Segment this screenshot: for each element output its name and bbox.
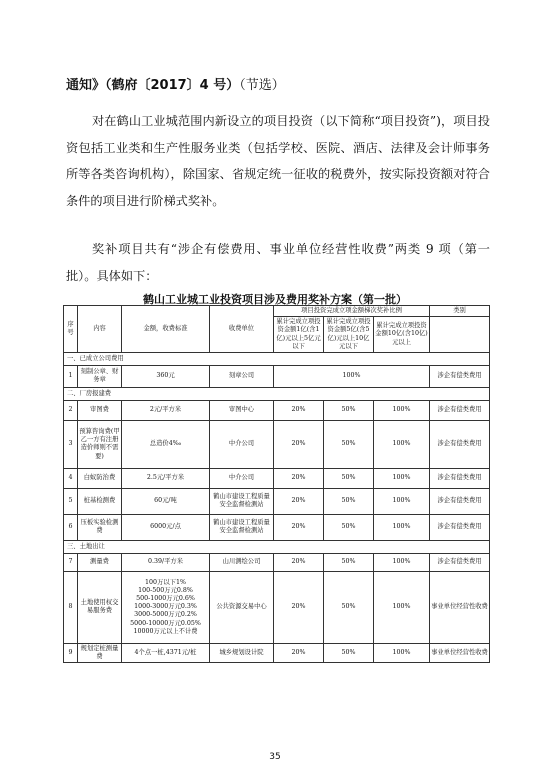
table-row: [64, 514, 490, 540]
section-heading: [66, 74, 285, 93]
section-row: [64, 540, 490, 553]
notice-title: 通知》（鹤府〔2017〕4 号）: [66, 78, 240, 93]
header-tier-1: 累计完成立项投资金额1亿(含1亿)元以上5亿元以下: [274, 317, 324, 353]
cell-amount: 100万以下1% 100-500万元0.8% 500-1000万元0.6% 1000-3000万元0.3% 3000-5000万元0.2% 5000-10000万元0.05% 10000万元以上不计费: [122, 571, 210, 643]
cell-tier-1: 20%: [274, 488, 324, 514]
table-row: [64, 643, 490, 662]
cell-tier-2: 50%: [324, 420, 374, 468]
cell-unit: 山川测绘公司: [210, 553, 274, 571]
header-tier-2: 累计完成立项投资金额5亿(含5亿)元以上10亿元以下: [324, 317, 374, 353]
cell-unit: 公共资源交易中心: [210, 571, 274, 643]
paragraph-intro: 对在鹤山工业城范围内新设立的项目投资（以下简称“项目投资”)，项目投资包括工业类和生产性服务业类（包括学校、医院、酒店、法律及会计师事务所等各类咨询机构），除国家、省规定统一征收的税费外，按实际投资额对符合条件的项目进行阶梯式奖补。: [66, 114, 490, 208]
cell-category: 涉企有偿类费用: [430, 400, 490, 420]
cell-tier-2: 50%: [324, 468, 374, 488]
header-category-blank: [430, 317, 490, 353]
header-ratio-group: 项目投资完成立项金额梯次奖补比例: [274, 306, 430, 317]
section-title: 二、厂房报建费: [64, 387, 490, 400]
cell-category: 事业单位经营性收费: [430, 571, 490, 643]
cell-amount: 4个点一桩,4371元/桩: [122, 643, 210, 662]
cell-tier-2: 50%: [324, 553, 374, 571]
cell-content: 桩基检测费: [78, 488, 122, 514]
cell-content: 白蚁防治费: [78, 468, 122, 488]
cell-tier-1: 20%: [274, 400, 324, 420]
cell-tier-1: 20%: [274, 514, 324, 540]
cell-tier-3: 100%: [374, 553, 430, 571]
cell-content: 土地使用权交易服务费: [78, 571, 122, 643]
cell-content: 压板实验检测费: [78, 514, 122, 540]
cell-tier-2: 50%: [324, 488, 374, 514]
cell-amount: 总造价4‰: [122, 420, 210, 468]
cell-unit: 鹤山市建设工程质量安全监督检测站: [210, 488, 274, 514]
cell-amount: 2元/平方米: [122, 400, 210, 420]
section-title: 一、已成立公司费用: [64, 352, 490, 365]
cell-tier-2: 50%: [324, 571, 374, 643]
cell-category: 涉企有偿类费用: [430, 514, 490, 540]
cell-tier-3: 100%: [374, 468, 430, 488]
cell-category: 事业单位经营性收费: [430, 643, 490, 662]
header-content: 内容: [78, 306, 122, 353]
cell-content: 规划定桩测量费: [78, 643, 122, 662]
cell-tier-2: 50%: [324, 643, 374, 662]
cell-category: 涉企有偿类费用: [430, 468, 490, 488]
cell-seq: 4: [64, 468, 78, 488]
header-category: 类别: [430, 306, 490, 317]
paragraph-items: 奖补项目共有“涉企有偿费用、事业单位经营性收费”两类 9 项（第一批）。具体如下：: [66, 242, 490, 283]
cell-unit: 鹤山市建设工程质量安全监督检测站: [210, 514, 274, 540]
page-number: 35: [269, 752, 281, 762]
subsidy-table: [63, 305, 490, 663]
table-row: [64, 400, 490, 420]
header-amount: 金额，收费标准: [122, 306, 210, 353]
table-body: [64, 352, 490, 662]
cell-seq: 7: [64, 553, 78, 571]
cell-amount: 360元: [122, 365, 210, 387]
cell-tier-1: 20%: [274, 468, 324, 488]
cell-content: 刻制公章、财务章: [78, 365, 122, 387]
cell-tier-2: 50%: [324, 514, 374, 540]
cell-seq: 8: [64, 571, 78, 643]
table-row: [64, 488, 490, 514]
cell-tier-3: 100%: [374, 571, 430, 643]
cell-ratio-merged: 100%: [274, 365, 430, 387]
section-title: 三、土地出让: [64, 540, 490, 553]
cell-category: 涉企有偿类费用: [430, 365, 490, 387]
section-row: [64, 352, 490, 365]
cell-tier-3: 100%: [374, 488, 430, 514]
cell-unit: 审图中心: [210, 400, 274, 420]
cell-amount: 60元/吨: [122, 488, 210, 514]
cell-tier-2: 50%: [324, 400, 374, 420]
cell-tier-1: 20%: [274, 553, 324, 571]
table-row: [64, 468, 490, 488]
header-row-1: [64, 306, 490, 317]
cell-content: 预算咨询费(甲乙一方有注册造价师则不需要): [78, 420, 122, 468]
cell-seq: 5: [64, 488, 78, 514]
cell-tier-1: 20%: [274, 643, 324, 662]
cell-tier-3: 100%: [374, 643, 430, 662]
cell-content: 审图费: [78, 400, 122, 420]
header-seq: 序号: [64, 306, 78, 353]
excerpt-note: （节选）: [239, 78, 285, 93]
cell-unit: 刻章公司: [210, 365, 274, 387]
cell-seq: 1: [64, 365, 78, 387]
cell-category: 涉企有偿类费用: [430, 420, 490, 468]
cell-unit: 中介公司: [210, 468, 274, 488]
cell-tier-3: 100%: [374, 400, 430, 420]
cell-tier-3: 100%: [374, 514, 430, 540]
cell-content: 测量费: [78, 553, 122, 571]
cell-unit: 城乡规划设计院: [210, 643, 274, 662]
cell-tier-3: 100%: [374, 420, 430, 468]
cell-seq: 6: [64, 514, 78, 540]
cell-tier-1: 20%: [274, 571, 324, 643]
header-unit: 收费单位: [210, 306, 274, 353]
cell-seq: 2: [64, 400, 78, 420]
section-row: [64, 387, 490, 400]
cell-category: 涉企有偿类费用: [430, 553, 490, 571]
cell-amount: 0.39/平方米: [122, 553, 210, 571]
table-row: [64, 420, 490, 468]
cell-unit: 中介公司: [210, 420, 274, 468]
cell-amount: 2.5元/平方米: [122, 468, 210, 488]
table-title: 鹤山工业城工业投资项目涉及费用奖补方案（第一批）: [143, 293, 407, 306]
header-tier-3: 累计完成立项投资金额10亿(含10亿)元以上: [374, 317, 430, 353]
table-row: [64, 365, 490, 387]
cell-seq: 9: [64, 643, 78, 662]
cell-category: 涉企有偿类费用: [430, 488, 490, 514]
table-row: [64, 571, 490, 643]
table-row: [64, 553, 490, 571]
cell-tier-1: 20%: [274, 420, 324, 468]
cell-amount: 6000元/点: [122, 514, 210, 540]
cell-seq: 3: [64, 420, 78, 468]
